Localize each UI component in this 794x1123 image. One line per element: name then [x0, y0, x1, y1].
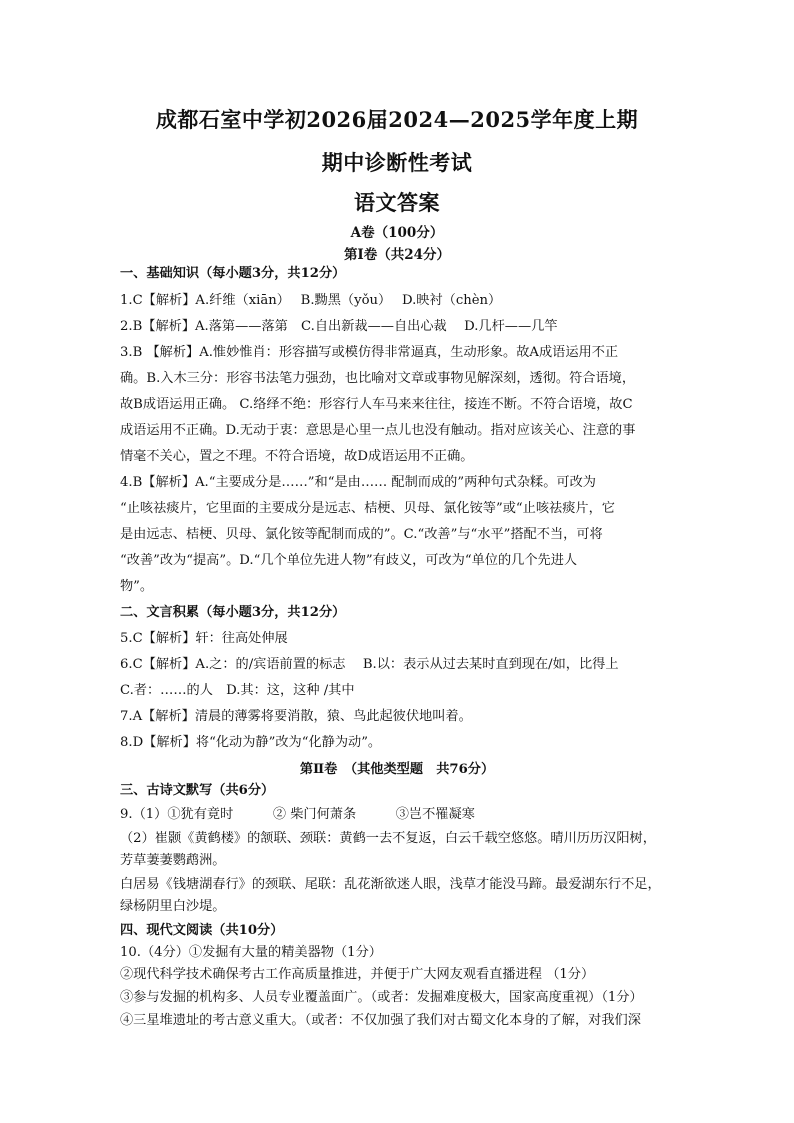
answer-line: 4.B【解析】A.“主要成分是……”和“是由…… 配制而成的”两种句式杂糅。可改为: [120, 475, 596, 490]
answer-line: “止咳祛痰片，它里面的主要成分是远志、桔梗、贝母、氯化铵等”或“止咳祛痰片，它: [120, 501, 615, 516]
section3-heading: 三、古诗文默写（共6分）: [120, 783, 275, 798]
answer-line: （2）崔颢《黄鹤楼》的颔联、颈联：黄鹤一去不复返，白云千载空悠悠。晴川历历汉阳树，: [120, 831, 656, 846]
section4-heading: 四、现代文阅读（共10分）: [120, 923, 284, 938]
answer-line: 10.（4分）①发掘有大量的精美器物（1分）: [120, 945, 382, 960]
answer-line: 8.D【解析】将“化动为静”改为“化静为动”。: [120, 735, 382, 750]
answer-line: ③参与发掘的机构多、人员专业覆盖面广。（或者：发掘难度极大，国家高度重视）（1分）: [120, 990, 643, 1005]
answer-line: ④三星堆遗址的考古意义重大。（或者：不仅加强了我们对古蜀文化本身的了解，对我们深: [120, 1013, 641, 1028]
answer-line: 7.A【解析】清晨的薄雾将要消散，猿、鸟此起彼伏地叫着。: [120, 709, 472, 724]
answer-line: 物”。: [120, 579, 154, 594]
answer-line: ②现代科学技术确保考古工作高质量推进，并便于广大网友观看直播进程 （1分）: [120, 967, 595, 982]
title-exam-name: 期中诊断性考试: [321, 150, 473, 175]
title-subject-answers: 语文答案: [354, 190, 440, 215]
title-school-exam: 成都石室中学初2026届2024—2025学年度上期: [155, 107, 639, 132]
answer-line: “改善”改为“提高”。D.“几个单位先进人物”有歧义，可改为“单位的几个先进人: [120, 553, 578, 568]
answer-line: 芳草萋萋鹦鹉洲。: [120, 853, 226, 868]
answer-line: C.者：……的人 D.其：这，这种 /其中: [120, 683, 355, 698]
answer-line: 情毫不关心，置之不理。不符合语境，故D成语运用不正确。: [120, 449, 474, 464]
answer-line: 是由远志、桔梗、贝母、氯化铵等配制而成的”。C.“改善”与“水平”搭配不当，可将: [120, 527, 603, 542]
answer-line: 5.C【解析】轩：往高处伸展: [120, 631, 288, 646]
paper-a-label: A卷（100分）: [350, 225, 444, 241]
answer-line: 成语运用不正确。D.无动于衷：意思是心里一点儿也没有触动。指对应该关心、注意的事: [120, 423, 636, 438]
answer-line: 3.B 【解析】A.惟妙惟肖：形容描写或模仿得非常逼真，生动形象。故A成语运用不正: [120, 345, 619, 360]
answer-line: 故B成语运用正确。 C.络绎不绝：形容行人车马来来往往，接连不断。不符合语境，故C: [120, 397, 633, 412]
part1-label: 第Ⅰ卷（共24分）: [343, 247, 451, 263]
answer-line: 1.C【解析】A.纤维（xiān） B.黝黑（yǒu） D.映衬（chèn）: [120, 293, 502, 308]
answer-line: 绿杨阴里白沙堤。: [120, 899, 226, 914]
section1-heading: 一、基础知识（每小题3分，共12分）: [120, 266, 346, 281]
answer-line: 6.C【解析】A.之：的/宾语前置的标志 B.以：表示从过去某时直到现在/如，比得上: [120, 657, 619, 672]
answer-line: 2.B【解析】A.落第——落第 C.自出新裁——自出心裁 D.几杆——几竿: [120, 319, 558, 334]
section2-heading: 二、文言积累（每小题3分，共12分）: [120, 605, 346, 620]
part2-label: 第Ⅱ卷 （其他类型题 共76分）: [299, 762, 495, 777]
answer-line: 确。B.入木三分：形容书法笔力强劲，也比喻对文章或事物见解深刻，透彻。符合语境，: [120, 371, 636, 386]
answer-line: 白居易《钱塘湖春行》的颈联、尾联：乱花渐欲迷人眼，浅草才能没马蹄。最爱湖东行不足，: [120, 877, 661, 892]
answer-line: 9.（1）①犹有竟时 ② 柴门何萧条 ③岂不罹凝寒: [120, 807, 475, 822]
